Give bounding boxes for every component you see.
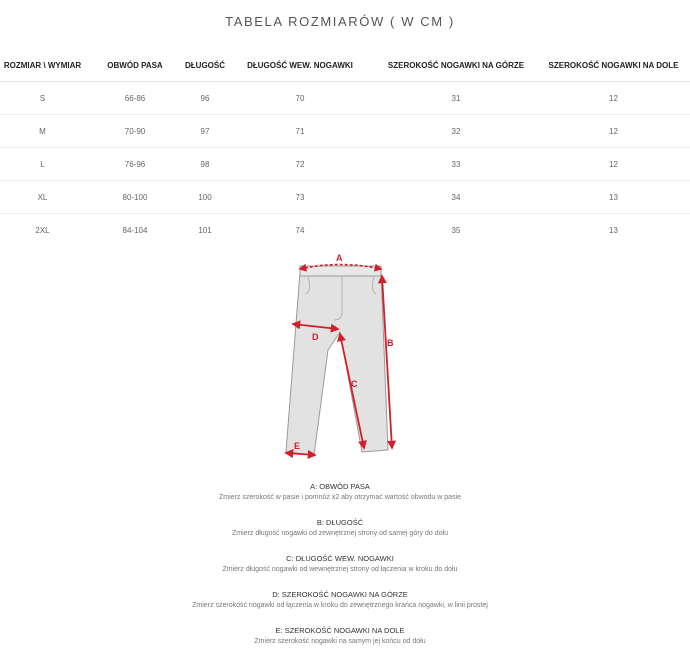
cell-length: 101 (198, 225, 212, 235)
table-row (0, 115, 690, 148)
legend-description: Zmierz szerokość w pasie i pomnóż x2 aby otrzymać wartość obwodu w pasie (219, 494, 461, 501)
legend-item (0, 553, 680, 589)
pants-outline (286, 266, 388, 455)
legend-item (0, 481, 680, 517)
cell-leg-width-top: 31 (375, 82, 537, 115)
cell-length: 96 (185, 82, 225, 115)
pants-shape (286, 272, 388, 455)
label-a: A (336, 253, 343, 263)
label-e: E (294, 441, 301, 451)
cell-waist: 76-96 (85, 148, 185, 181)
cell-leg-width-bottom: 12 (537, 115, 690, 148)
table-row (0, 148, 690, 181)
header-inseam: DŁUGOŚĆ WEW. NOGAWKI (225, 50, 375, 82)
cell-inseam: 71 (225, 115, 375, 148)
cell-length: 97 (185, 115, 225, 148)
cell-size: L (0, 148, 85, 181)
cell-inseam: 74 (295, 225, 305, 235)
header-leg-width-top: SZEROKOŚĆ NOGAWKI NA GÓRZE (375, 50, 537, 82)
legend-description: Zmierz długość nogawki od wewnętrznej strony od łączenia w kroku do dołu (222, 566, 458, 573)
legend-title: D: SZEROKOŚĆ NOGAWKI NA GÓRZE (272, 590, 408, 599)
page-title: TABELA ROZMIARÓW ( W CM ) (225, 14, 455, 29)
cell-inseam: 70 (225, 82, 375, 115)
cell-length: 98 (185, 148, 225, 181)
cell-leg-width-bottom: 13 (609, 225, 618, 235)
cell-leg-width-bottom: 12 (537, 82, 690, 115)
cell-inseam: 72 (225, 148, 375, 181)
cell-waist: 80-100 (85, 181, 185, 214)
legend-title: B: DŁUGOŚĆ (316, 518, 364, 527)
legend-item (0, 517, 680, 553)
label-d: D (312, 332, 319, 342)
cell-waist: 66-86 (85, 82, 185, 115)
legend-title: E: SZEROKOŚĆ NOGAWKI NA DOLE (275, 626, 405, 635)
pants-measurement-diagram (278, 250, 418, 465)
table-row (0, 181, 690, 214)
header-leg-width-bottom: SZEROKOŚĆ NOGAWKI NA DOLE (537, 50, 690, 82)
size-table (0, 50, 690, 246)
legend-description: Zmierz szerokość nogawki od łączenia w kroku do zewnętrznego krańca nogawki, w linii prostej (192, 602, 488, 609)
legend-title: A: OBWÓD PASA (310, 482, 370, 491)
cell-size: M (0, 115, 85, 148)
cell-waist: 70-90 (85, 115, 185, 148)
label-b: B (387, 338, 394, 348)
measurement-legend (0, 481, 680, 661)
header-size: ROZMIAR \ WYMIAR (0, 50, 85, 82)
cell-waist: 84-104 (122, 225, 148, 235)
legend-item (0, 625, 680, 661)
cell-inseam: 73 (225, 181, 375, 214)
cell-leg-width-bottom: 13 (537, 181, 690, 214)
legend-description: Zmierz długość nogawki od zewnętrznej strony od samej góry do dołu (232, 530, 448, 537)
cell-size: 2XL (35, 225, 50, 235)
waistband (300, 266, 381, 276)
cell-size: S (0, 82, 85, 115)
label-c: C (351, 379, 358, 389)
cell-length: 100 (185, 181, 225, 214)
header-length: DŁUGOŚĆ (185, 50, 225, 82)
cell-leg-width-top: 34 (375, 181, 537, 214)
legend-title: C: DŁUGOŚĆ WEW. NOGAWKI (286, 554, 394, 563)
legend-item (0, 589, 680, 625)
table-row (0, 214, 690, 247)
cell-leg-width-top: 35 (451, 225, 461, 235)
table-header-row (0, 50, 690, 82)
cell-size: XL (0, 181, 85, 214)
cell-leg-width-top: 32 (375, 115, 537, 148)
legend-description: Zmierz szerokość nogawki na samym jej końcu od dołu (254, 638, 426, 645)
cell-leg-width-top: 33 (375, 148, 537, 181)
header-waist: OBWÓD PASA (85, 50, 185, 82)
table-row (0, 82, 690, 115)
cell-leg-width-bottom: 12 (537, 148, 690, 181)
